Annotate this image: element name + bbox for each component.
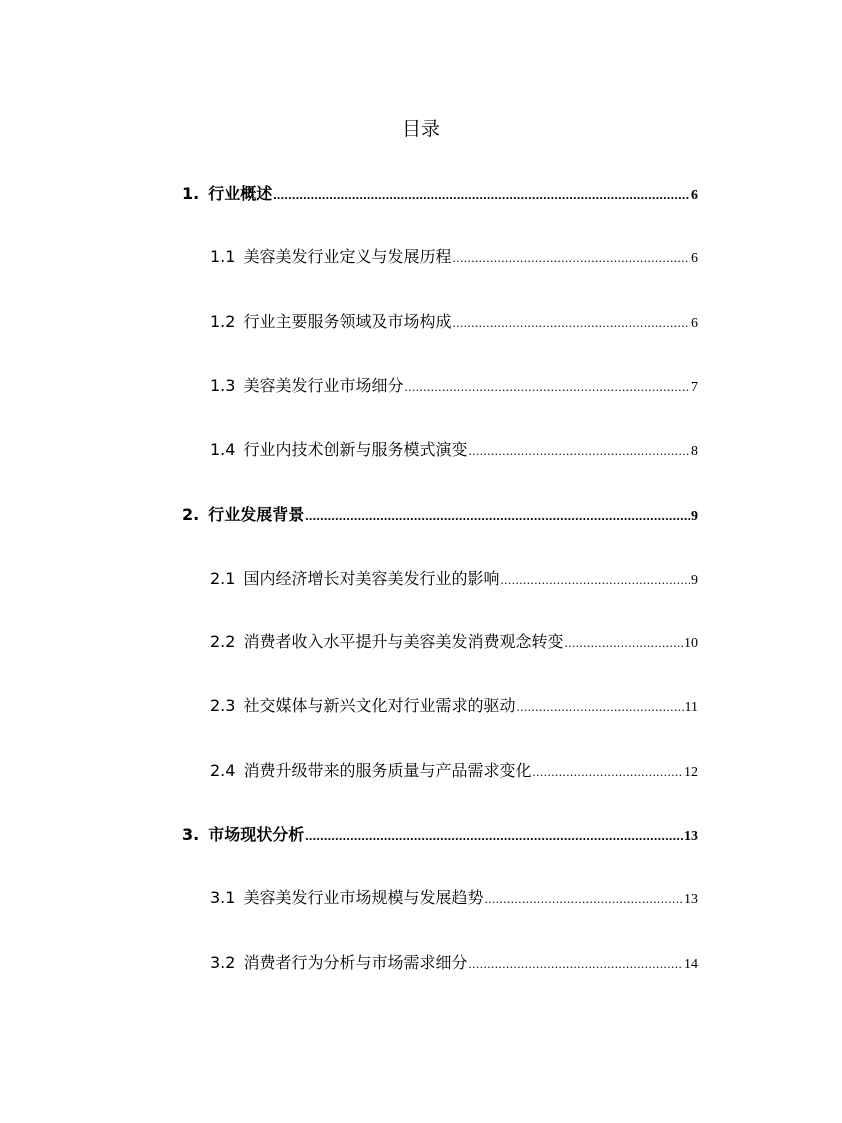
- toc-entry-label: 国内经济增长对美容美发行业的影响: [243, 569, 500, 588]
- toc-entry-label: 美容美发行业市场细分: [243, 376, 404, 395]
- toc-entry-page: 13: [684, 829, 698, 844]
- toc-entry-number: 1.1: [210, 247, 236, 266]
- toc-entry-label: 市场现状分析: [208, 825, 305, 844]
- toc-dot-leader: [484, 887, 683, 911]
- toc-entry-number: 1.2: [210, 312, 236, 331]
- toc-entry-number: 2.: [182, 505, 200, 524]
- toc-entry-label: 行业内技术创新与服务模式演变: [243, 440, 468, 459]
- toc-entry-number: 2.3: [210, 696, 236, 715]
- toc-entry-1-1[interactable]: [210, 245, 698, 269]
- toc-entry-2-3[interactable]: [210, 694, 698, 718]
- toc-entry-number: 3.: [182, 825, 200, 844]
- toc-entry-page: 14: [684, 957, 698, 972]
- toc-entry-number: 1.3: [210, 376, 236, 395]
- toc-entry-2[interactable]: [182, 503, 698, 527]
- toc-dot-leader: [404, 375, 690, 399]
- toc-entry-1-4[interactable]: [210, 438, 698, 462]
- toc-dot-leader: [468, 952, 683, 976]
- toc-dot-leader: [564, 631, 683, 655]
- toc-entry-page: 7: [691, 380, 698, 395]
- toc-entry-page: 11: [684, 700, 698, 715]
- toc-entry-2-1[interactable]: [210, 567, 698, 591]
- toc-entry-label: 行业发展背景: [208, 505, 305, 524]
- toc-entry-page: 12: [684, 765, 698, 780]
- toc-entry-page: 6: [691, 188, 698, 203]
- toc-entry-3[interactable]: [182, 823, 698, 847]
- toc-entry-number: 1.4: [210, 440, 236, 459]
- toc-entry-page: 6: [691, 251, 698, 266]
- toc-entry-2-2[interactable]: [210, 630, 698, 654]
- toc-entry-label: 美容美发行业定义与发展历程: [243, 247, 452, 266]
- toc-entry-3-1[interactable]: [210, 886, 698, 910]
- toc-entry-page: 9: [691, 573, 698, 588]
- toc-entry-number: 3.2: [210, 953, 236, 972]
- page-title: 目录: [401, 118, 440, 140]
- toc-entry-2-4[interactable]: [210, 759, 698, 783]
- toc-entry-label: 行业主要服务领域及市场构成: [243, 312, 452, 331]
- toc-entry-label: 消费升级带来的服务质量与产品需求变化: [243, 761, 532, 780]
- toc-dot-leader: [273, 183, 690, 207]
- toc-entry-1[interactable]: [182, 182, 698, 206]
- toc-entry-label: 消费者行为分析与市场需求细分: [243, 953, 468, 972]
- toc-entry-number: 2.1: [210, 569, 236, 588]
- toc-dot-leader: [305, 504, 690, 528]
- toc-entry-page: 6: [691, 316, 698, 331]
- toc-entry-1-2[interactable]: [210, 310, 698, 334]
- toc-entry-number: 1.: [182, 184, 200, 203]
- toc-entry-page: 9: [691, 509, 698, 524]
- toc-dot-leader: [468, 439, 690, 463]
- toc-dot-leader: [305, 824, 683, 848]
- toc-entry-label: 消费者收入水平提升与美容美发消费观念转变: [243, 632, 564, 651]
- toc-entry-3-2[interactable]: [210, 951, 698, 975]
- toc-entry-page: 10: [684, 636, 698, 651]
- toc-entry-label: 社交媒体与新兴文化对行业需求的驱动: [243, 696, 516, 715]
- toc-entry-label: 美容美发行业市场规模与发展趋势: [243, 888, 484, 907]
- toc-entry-number: 2.4: [210, 761, 236, 780]
- toc-dot-leader: [452, 246, 690, 270]
- toc-dot-leader: [532, 760, 683, 784]
- toc-entry-page: 8: [691, 444, 698, 459]
- toc-entry-number: 3.1: [210, 888, 236, 907]
- toc-dot-leader: [516, 695, 683, 719]
- toc-entry-1-3[interactable]: [210, 374, 698, 398]
- toc-entry-label: 行业概述: [208, 184, 273, 203]
- toc-dot-leader: [452, 311, 690, 335]
- toc-entry-page: 13: [684, 892, 698, 907]
- toc-entry-number: 2.2: [210, 632, 236, 651]
- toc-dot-leader: [500, 568, 690, 592]
